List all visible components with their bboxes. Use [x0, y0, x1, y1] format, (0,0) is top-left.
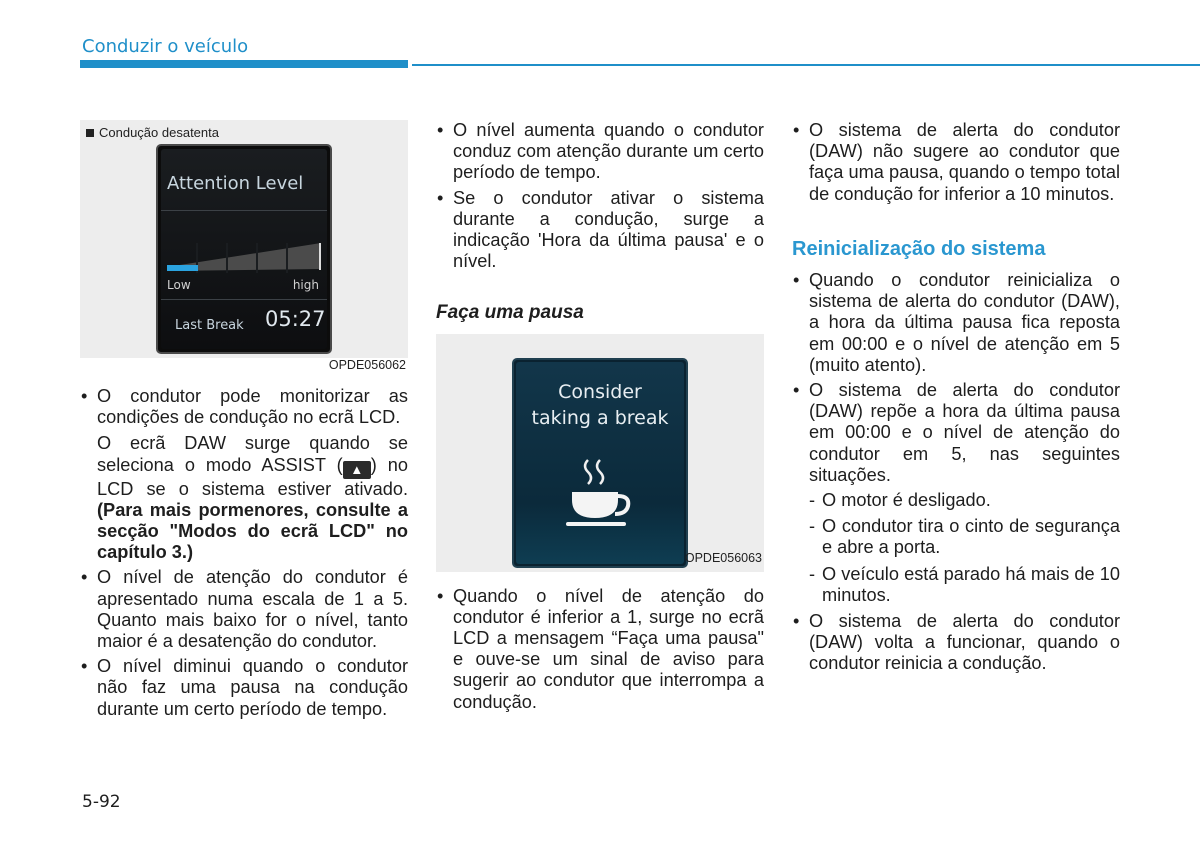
square-bullet-icon — [86, 129, 94, 137]
bullet-list — [792, 120, 1120, 205]
dash-list — [809, 490, 1120, 606]
coffee-cup-icon — [560, 454, 640, 534]
screen-divider — [161, 299, 327, 300]
figure-caption: Condução desatenta — [86, 122, 219, 143]
list-item: • O nível de atenção do condutor é apresentado numa escala de 1 a 5. Quanto mais baixo for o nível, tanto maior é a desatenção do condutor. — [80, 567, 408, 652]
figure-take-break — [436, 334, 764, 572]
lcd-screen — [156, 144, 332, 354]
list-item: • Quando o nível de atenção do condutor é inferior a 1, surge no ecrã LCD a mensagem “Faça uma pausa" e ouve-se um sinal de aviso para sugerir ao condutor que interrompa a condução. — [436, 586, 764, 713]
bullet-list — [80, 386, 408, 428]
list-item: • O condutor pode monitorizar as condições de condução no ecrã LCD. — [80, 386, 408, 428]
screen-divider — [161, 210, 327, 211]
list-item: • Se o condutor ativar o sistema durante a condução, surge a indicação 'Hora da última pausa' e o nível. — [436, 188, 764, 273]
bullet-list — [80, 567, 408, 719]
figure-code: OPDE056063 — [684, 551, 762, 566]
figure-code: OPDE056062 — [328, 357, 406, 372]
bullet-list — [792, 270, 1120, 675]
bullet-list — [436, 586, 764, 713]
low-label: Low — [167, 278, 191, 292]
dash-item: - O motor é desligado. — [809, 490, 1120, 511]
lcd-screen — [512, 358, 688, 568]
dash-item: - O condutor tira o cinto de segurança e abre a porta. — [809, 516, 1120, 558]
subsection-heading: Faça uma pausa — [436, 302, 584, 324]
attention-level-title: Attention Level — [167, 173, 304, 194]
section-title: Conduzir o veículo — [82, 36, 249, 57]
list-item: • O sistema de alerta do condutor (DAW) volta a funcionar, quando o condutor reinicia a condução. — [792, 611, 1120, 675]
assist-mode-icon: ▲ — [343, 461, 371, 479]
high-label: high — [292, 278, 319, 292]
dash-item: - O veículo está parado há mais de 10 minutos. — [809, 564, 1120, 606]
list-item: • Quando o condutor reinicializa o sistema de alerta do condutor (DAW), a hora da última pausa fica reposta em 00:00 e o nível de atenção em 5 (muito atento). — [792, 270, 1120, 376]
column-3 — [792, 120, 1120, 679]
list-item: • O sistema de alerta do condutor (DAW) não sugere ao condutor que faça uma pausa, quando o tempo total de condução for inferior a 10 minutos. — [792, 120, 1120, 205]
last-break-time: 05:27 — [265, 307, 326, 331]
column-1 — [80, 120, 408, 724]
attention-level-bar — [167, 243, 323, 273]
header-rule-thick — [80, 60, 408, 68]
list-item: • O nível diminui quando o condutor não faz uma pausa na condução durante um certo período de tempo. — [80, 656, 408, 720]
page-number: 5-92 — [82, 792, 121, 812]
take-break-text: taking a break — [531, 406, 669, 429]
assist-paragraph: O ecrã DAW surge quando se seleciona o modo ASSIST ( ▲ ) no LCD se o sistema estiver ativado. (Para mais pormenores, consulte a secção "Modos do ecrã LCD" no capítulo 3.) — [97, 433, 409, 563]
list-item: • O nível aumenta quando o condutor conduz com atenção durante um certo período de tempo. — [436, 120, 764, 184]
consider-text: Consider — [558, 380, 642, 403]
column-2 — [436, 120, 764, 717]
last-break-label: Last Break — [175, 318, 244, 333]
subsection-heading: Reinicialização do sistema — [792, 237, 1046, 260]
bullet-list — [436, 120, 764, 272]
header-rule-thin — [412, 64, 1200, 66]
list-item: • O sistema de alerta do condutor (DAW) repõe a hora da última pausa em 00:00 e o nível de atenção do condutor em 5, nas seguintes situações. - O motor é desligado. - O condutor tira o cinto de segurança e abre a porta. - O veículo está parado há mais de 10 minutos. — [792, 380, 1120, 606]
figure-attention-level — [80, 120, 408, 372]
